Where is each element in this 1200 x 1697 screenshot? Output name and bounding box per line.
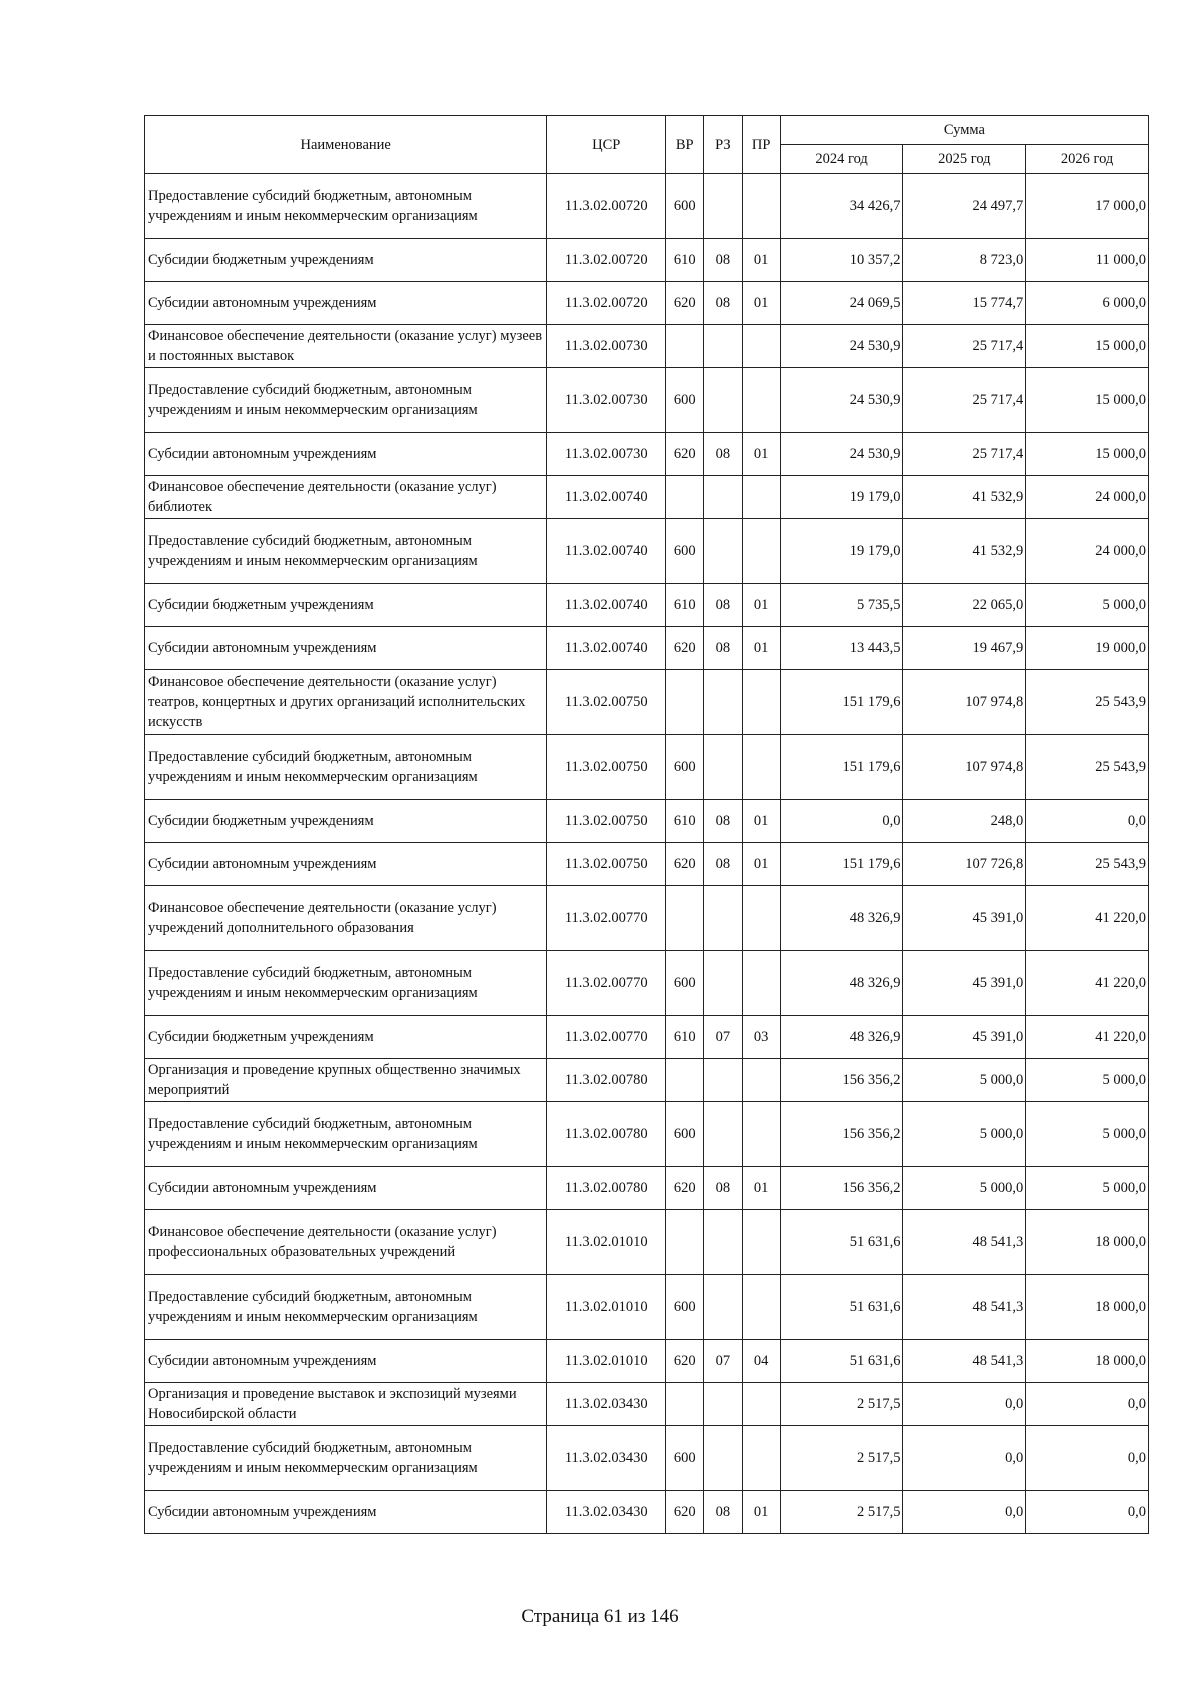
table-row xyxy=(145,368,1149,433)
table-row xyxy=(145,1167,1149,1210)
header-year-2024: 2024 год xyxy=(780,145,903,174)
row-amount-2025: 25 717,4 xyxy=(903,325,1026,368)
row-amount-2024: 19 179,0 xyxy=(780,519,903,584)
row-amount-2026: 18 000,0 xyxy=(1026,1275,1149,1340)
row-csr: 11.3.02.01010 xyxy=(547,1275,666,1340)
row-rz: 07 xyxy=(704,1016,742,1059)
row-amount-2025: 48 541,3 xyxy=(903,1210,1026,1275)
row-name: Предоставление субсидий бюджетным, автономным учреждениям и иным некоммерческим организациям xyxy=(145,1102,547,1167)
row-name: Организация и проведение крупных общественно значимых мероприятий xyxy=(145,1059,547,1102)
row-rz xyxy=(704,1210,742,1275)
row-pr xyxy=(742,325,780,368)
row-pr xyxy=(742,951,780,1016)
row-pr xyxy=(742,1275,780,1340)
row-amount-2026: 17 000,0 xyxy=(1026,174,1149,239)
row-vr: 610 xyxy=(666,1016,704,1059)
row-amount-2026: 19 000,0 xyxy=(1026,627,1149,670)
row-csr: 11.3.02.03430 xyxy=(547,1426,666,1491)
table-row xyxy=(145,1383,1149,1426)
row-name: Субсидии автономным учреждениям xyxy=(145,1491,547,1534)
row-amount-2024: 2 517,5 xyxy=(780,1491,903,1534)
row-csr: 11.3.02.00730 xyxy=(547,433,666,476)
row-vr: 620 xyxy=(666,433,704,476)
row-amount-2025: 248,0 xyxy=(903,800,1026,843)
page-number: Страница 61 из 146 xyxy=(521,1606,679,1627)
table-row xyxy=(145,433,1149,476)
row-rz xyxy=(704,951,742,1016)
row-vr: 620 xyxy=(666,1491,704,1534)
row-csr: 11.3.02.00780 xyxy=(547,1167,666,1210)
row-rz xyxy=(704,1383,742,1426)
row-rz: 08 xyxy=(704,800,742,843)
row-rz xyxy=(704,476,742,519)
row-csr: 11.3.02.00720 xyxy=(547,239,666,282)
row-rz xyxy=(704,325,742,368)
row-csr: 11.3.02.00750 xyxy=(547,735,666,800)
row-amount-2024: 48 326,9 xyxy=(780,951,903,1016)
header-pr: ПР xyxy=(742,116,780,174)
row-vr: 620 xyxy=(666,1340,704,1383)
row-csr: 11.3.02.00750 xyxy=(547,800,666,843)
row-rz xyxy=(704,735,742,800)
row-rz xyxy=(704,1275,742,1340)
header-name: Наименование xyxy=(145,116,547,174)
row-csr: 11.3.02.00780 xyxy=(547,1059,666,1102)
row-amount-2024: 34 426,7 xyxy=(780,174,903,239)
row-amount-2025: 22 065,0 xyxy=(903,584,1026,627)
row-pr xyxy=(742,1102,780,1167)
table-row xyxy=(145,843,1149,886)
table-row xyxy=(145,1426,1149,1491)
row-vr: 620 xyxy=(666,627,704,670)
row-vr xyxy=(666,325,704,368)
row-name: Финансовое обеспечение деятельности (оказание услуг) театров, концертных и других организаций исполнительских искусств xyxy=(145,670,547,735)
row-vr xyxy=(666,1210,704,1275)
row-vr: 600 xyxy=(666,368,704,433)
row-pr xyxy=(742,735,780,800)
row-pr xyxy=(742,1426,780,1491)
row-amount-2026: 24 000,0 xyxy=(1026,476,1149,519)
row-pr xyxy=(742,670,780,735)
row-pr xyxy=(742,476,780,519)
row-rz xyxy=(704,174,742,239)
row-rz xyxy=(704,886,742,951)
row-amount-2025: 25 717,4 xyxy=(903,368,1026,433)
row-vr: 600 xyxy=(666,735,704,800)
row-csr: 11.3.02.00770 xyxy=(547,1016,666,1059)
row-amount-2025: 48 541,3 xyxy=(903,1340,1026,1383)
row-vr: 600 xyxy=(666,1102,704,1167)
row-name: Предоставление субсидий бюджетным, автономным учреждениям и иным некоммерческим организациям xyxy=(145,519,547,584)
row-amount-2026: 0,0 xyxy=(1026,800,1149,843)
row-rz xyxy=(704,1102,742,1167)
table-row xyxy=(145,239,1149,282)
table-row xyxy=(145,1102,1149,1167)
row-csr: 11.3.02.00740 xyxy=(547,627,666,670)
row-amount-2025: 0,0 xyxy=(903,1426,1026,1491)
row-amount-2025: 5 000,0 xyxy=(903,1167,1026,1210)
row-amount-2024: 51 631,6 xyxy=(780,1210,903,1275)
table-row xyxy=(145,1059,1149,1102)
row-name: Предоставление субсидий бюджетным, автономным учреждениям и иным некоммерческим организациям xyxy=(145,368,547,433)
table-row xyxy=(145,584,1149,627)
row-pr: 01 xyxy=(742,584,780,627)
row-rz: 08 xyxy=(704,843,742,886)
table-row xyxy=(145,282,1149,325)
row-amount-2026: 25 543,9 xyxy=(1026,670,1149,735)
row-amount-2024: 51 631,6 xyxy=(780,1275,903,1340)
row-vr xyxy=(666,476,704,519)
row-rz xyxy=(704,519,742,584)
row-amount-2026: 15 000,0 xyxy=(1026,325,1149,368)
table-row xyxy=(145,174,1149,239)
row-csr: 11.3.02.00780 xyxy=(547,1102,666,1167)
row-csr: 11.3.02.00750 xyxy=(547,670,666,735)
row-name: Субсидии бюджетным учреждениям xyxy=(145,800,547,843)
row-name: Предоставление субсидий бюджетным, автономным учреждениям и иным некоммерческим организациям xyxy=(145,174,547,239)
row-amount-2025: 48 541,3 xyxy=(903,1275,1026,1340)
row-amount-2025: 5 000,0 xyxy=(903,1059,1026,1102)
row-vr xyxy=(666,1383,704,1426)
row-amount-2024: 2 517,5 xyxy=(780,1383,903,1426)
row-amount-2024: 24 530,9 xyxy=(780,368,903,433)
row-pr xyxy=(742,1059,780,1102)
row-pr: 01 xyxy=(742,627,780,670)
row-rz: 08 xyxy=(704,1491,742,1534)
table-row xyxy=(145,476,1149,519)
header-csr: ЦСР xyxy=(547,116,666,174)
row-vr: 610 xyxy=(666,584,704,627)
row-pr xyxy=(742,1210,780,1275)
row-amount-2024: 51 631,6 xyxy=(780,1340,903,1383)
row-vr: 620 xyxy=(666,282,704,325)
row-name: Предоставление субсидий бюджетным, автономным учреждениям и иным некоммерческим организациям xyxy=(145,1426,547,1491)
header-rz: РЗ xyxy=(704,116,742,174)
row-amount-2026: 0,0 xyxy=(1026,1491,1149,1534)
row-rz xyxy=(704,670,742,735)
row-amount-2026: 11 000,0 xyxy=(1026,239,1149,282)
row-amount-2025: 8 723,0 xyxy=(903,239,1026,282)
row-csr: 11.3.02.00770 xyxy=(547,951,666,1016)
row-amount-2024: 2 517,5 xyxy=(780,1426,903,1491)
row-rz: 08 xyxy=(704,584,742,627)
row-name: Субсидии автономным учреждениям xyxy=(145,1167,547,1210)
row-rz: 07 xyxy=(704,1340,742,1383)
row-rz xyxy=(704,1059,742,1102)
row-amount-2025: 5 000,0 xyxy=(903,1102,1026,1167)
row-name: Финансовое обеспечение деятельности (оказание услуг) профессиональных образовательных учреждений xyxy=(145,1210,547,1275)
row-name: Субсидии автономным учреждениям xyxy=(145,843,547,886)
row-amount-2026: 15 000,0 xyxy=(1026,433,1149,476)
row-csr: 11.3.02.00740 xyxy=(547,476,666,519)
row-pr xyxy=(742,174,780,239)
row-pr: 01 xyxy=(742,800,780,843)
row-amount-2025: 0,0 xyxy=(903,1383,1026,1426)
row-amount-2025: 0,0 xyxy=(903,1491,1026,1534)
row-amount-2026: 5 000,0 xyxy=(1026,1059,1149,1102)
row-name: Предоставление субсидий бюджетным, автономным учреждениям и иным некоммерческим организациям xyxy=(145,1275,547,1340)
row-rz: 08 xyxy=(704,433,742,476)
row-name: Предоставление субсидий бюджетным, автономным учреждениям и иным некоммерческим организациям xyxy=(145,735,547,800)
row-rz: 08 xyxy=(704,282,742,325)
row-amount-2025: 41 532,9 xyxy=(903,476,1026,519)
row-amount-2026: 41 220,0 xyxy=(1026,951,1149,1016)
table-row xyxy=(145,951,1149,1016)
row-amount-2024: 10 357,2 xyxy=(780,239,903,282)
row-name: Субсидии автономным учреждениям xyxy=(145,282,547,325)
row-amount-2024: 156 356,2 xyxy=(780,1102,903,1167)
row-amount-2024: 13 443,5 xyxy=(780,627,903,670)
row-csr: 11.3.02.00740 xyxy=(547,519,666,584)
row-vr: 600 xyxy=(666,1275,704,1340)
row-vr: 600 xyxy=(666,519,704,584)
row-pr: 03 xyxy=(742,1016,780,1059)
row-amount-2024: 24 530,9 xyxy=(780,325,903,368)
row-vr xyxy=(666,670,704,735)
table-row xyxy=(145,1491,1149,1534)
row-amount-2024: 19 179,0 xyxy=(780,476,903,519)
row-rz: 08 xyxy=(704,239,742,282)
row-pr xyxy=(742,519,780,584)
row-csr: 11.3.02.00750 xyxy=(547,843,666,886)
table-row xyxy=(145,1210,1149,1275)
row-name: Субсидии бюджетным учреждениям xyxy=(145,239,547,282)
row-pr xyxy=(742,886,780,951)
table-row xyxy=(145,735,1149,800)
row-name: Субсидии автономным учреждениям xyxy=(145,1340,547,1383)
row-vr: 610 xyxy=(666,239,704,282)
row-amount-2024: 156 356,2 xyxy=(780,1167,903,1210)
table-row xyxy=(145,886,1149,951)
row-pr: 01 xyxy=(742,239,780,282)
row-rz: 08 xyxy=(704,1167,742,1210)
row-vr: 600 xyxy=(666,1426,704,1491)
row-amount-2024: 5 735,5 xyxy=(780,584,903,627)
row-amount-2025: 107 974,8 xyxy=(903,670,1026,735)
row-amount-2026: 5 000,0 xyxy=(1026,1167,1149,1210)
row-name: Предоставление субсидий бюджетным, автономным учреждениям и иным некоммерческим организациям xyxy=(145,951,547,1016)
header-vr: ВР xyxy=(666,116,704,174)
row-amount-2025: 45 391,0 xyxy=(903,951,1026,1016)
header-year-2025: 2025 год xyxy=(903,145,1026,174)
row-csr: 11.3.02.01010 xyxy=(547,1210,666,1275)
row-vr xyxy=(666,1059,704,1102)
row-name: Финансовое обеспечение деятельности (оказание услуг) учреждений дополнительного образования xyxy=(145,886,547,951)
row-amount-2024: 151 179,6 xyxy=(780,735,903,800)
row-pr: 01 xyxy=(742,1167,780,1210)
table-row xyxy=(145,1016,1149,1059)
row-name: Организация и проведение выставок и экспозиций музеями Новосибирской области xyxy=(145,1383,547,1426)
row-name: Субсидии бюджетным учреждениям xyxy=(145,584,547,627)
row-csr: 11.3.02.00730 xyxy=(547,368,666,433)
row-csr: 11.3.02.00720 xyxy=(547,282,666,325)
row-amount-2025: 45 391,0 xyxy=(903,1016,1026,1059)
row-csr: 11.3.02.03430 xyxy=(547,1491,666,1534)
row-pr: 01 xyxy=(742,433,780,476)
row-pr xyxy=(742,368,780,433)
row-name: Субсидии автономным учреждениям xyxy=(145,433,547,476)
row-vr: 620 xyxy=(666,843,704,886)
row-amount-2026: 41 220,0 xyxy=(1026,886,1149,951)
row-name: Финансовое обеспечение деятельности (оказание услуг) библиотек xyxy=(145,476,547,519)
table-row xyxy=(145,1340,1149,1383)
row-amount-2025: 19 467,9 xyxy=(903,627,1026,670)
row-csr: 11.3.02.03430 xyxy=(547,1383,666,1426)
row-amount-2025: 41 532,9 xyxy=(903,519,1026,584)
row-amount-2026: 6 000,0 xyxy=(1026,282,1149,325)
header-year-2026: 2026 год xyxy=(1026,145,1149,174)
row-pr: 01 xyxy=(742,843,780,886)
table-header xyxy=(145,116,1149,174)
row-amount-2026: 18 000,0 xyxy=(1026,1340,1149,1383)
row-amount-2026: 0,0 xyxy=(1026,1383,1149,1426)
row-vr: 600 xyxy=(666,174,704,239)
row-csr: 11.3.02.00770 xyxy=(547,886,666,951)
row-amount-2024: 151 179,6 xyxy=(780,843,903,886)
row-amount-2025: 15 774,7 xyxy=(903,282,1026,325)
table-row xyxy=(145,800,1149,843)
row-pr: 01 xyxy=(742,1491,780,1534)
row-rz xyxy=(704,1426,742,1491)
row-amount-2026: 18 000,0 xyxy=(1026,1210,1149,1275)
row-vr xyxy=(666,886,704,951)
row-pr: 04 xyxy=(742,1340,780,1383)
row-amount-2026: 5 000,0 xyxy=(1026,584,1149,627)
row-name: Субсидии бюджетным учреждениям xyxy=(145,1016,547,1059)
row-vr: 610 xyxy=(666,800,704,843)
row-amount-2026: 5 000,0 xyxy=(1026,1102,1149,1167)
row-csr: 11.3.02.00730 xyxy=(547,325,666,368)
row-amount-2025: 25 717,4 xyxy=(903,433,1026,476)
budget-table xyxy=(144,115,1149,1534)
row-rz xyxy=(704,368,742,433)
row-amount-2025: 45 391,0 xyxy=(903,886,1026,951)
row-amount-2026: 0,0 xyxy=(1026,1426,1149,1491)
row-csr: 11.3.02.01010 xyxy=(547,1340,666,1383)
row-amount-2024: 48 326,9 xyxy=(780,1016,903,1059)
row-amount-2024: 0,0 xyxy=(780,800,903,843)
row-pr xyxy=(742,1383,780,1426)
row-amount-2024: 151 179,6 xyxy=(780,670,903,735)
row-csr: 11.3.02.00720 xyxy=(547,174,666,239)
table-body xyxy=(145,174,1149,1534)
row-amount-2024: 24 069,5 xyxy=(780,282,903,325)
row-pr: 01 xyxy=(742,282,780,325)
table-row xyxy=(145,1275,1149,1340)
row-vr: 600 xyxy=(666,951,704,1016)
row-amount-2026: 25 543,9 xyxy=(1026,735,1149,800)
table-row xyxy=(145,325,1149,368)
table-row xyxy=(145,519,1149,584)
table-row xyxy=(145,670,1149,735)
row-vr: 620 xyxy=(666,1167,704,1210)
row-amount-2026: 24 000,0 xyxy=(1026,519,1149,584)
row-amount-2024: 156 356,2 xyxy=(780,1059,903,1102)
row-name: Финансовое обеспечение деятельности (оказание услуг) музеев и постоянных выставок xyxy=(145,325,547,368)
row-amount-2026: 15 000,0 xyxy=(1026,368,1149,433)
row-amount-2026: 25 543,9 xyxy=(1026,843,1149,886)
row-amount-2026: 41 220,0 xyxy=(1026,1016,1149,1059)
row-amount-2024: 24 530,9 xyxy=(780,433,903,476)
row-amount-2025: 107 726,8 xyxy=(903,843,1026,886)
row-rz: 08 xyxy=(704,627,742,670)
row-csr: 11.3.02.00740 xyxy=(547,584,666,627)
row-amount-2025: 107 974,8 xyxy=(903,735,1026,800)
table-row xyxy=(145,627,1149,670)
row-amount-2024: 48 326,9 xyxy=(780,886,903,951)
row-name: Субсидии автономным учреждениям xyxy=(145,627,547,670)
row-amount-2025: 24 497,7 xyxy=(903,174,1026,239)
header-sum: Сумма xyxy=(780,116,1148,145)
